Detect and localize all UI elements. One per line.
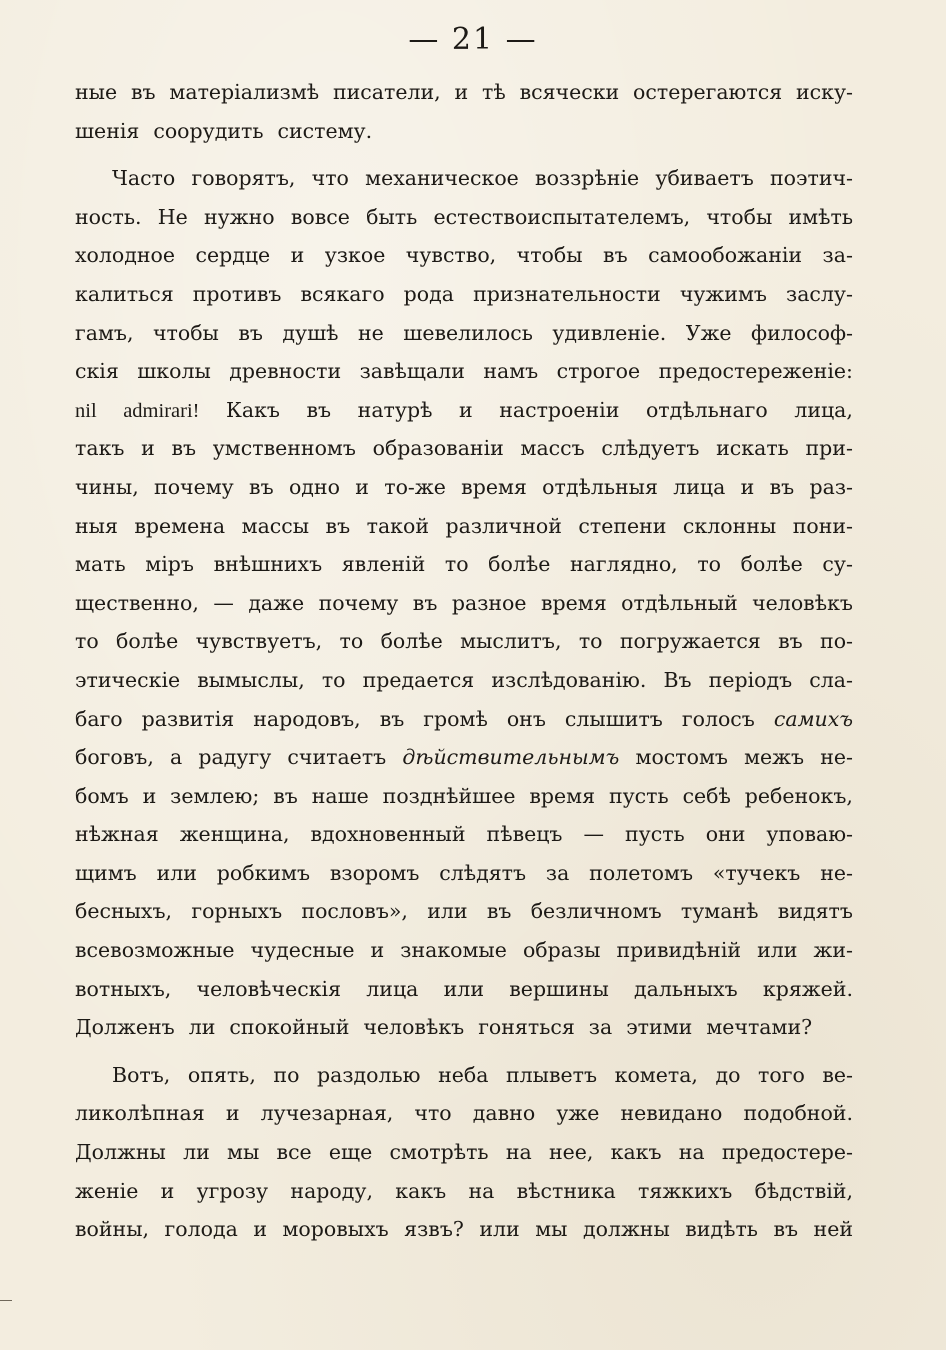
- word: явленій: [341, 552, 426, 577]
- word: на: [678, 1140, 705, 1165]
- word: и: [454, 80, 469, 104]
- word: время: [529, 783, 596, 808]
- word: древности: [229, 359, 342, 384]
- word: то: [339, 629, 364, 654]
- word: иску-: [796, 80, 853, 104]
- word: и: [225, 1101, 240, 1126]
- word: туманѣ: [680, 899, 759, 924]
- word: Не: [157, 204, 188, 229]
- word: образованіи: [372, 436, 504, 461]
- word: опять,: [187, 1062, 256, 1087]
- word: нужно: [204, 204, 275, 229]
- word: мы: [227, 1140, 260, 1165]
- text-line: [75, 545, 853, 584]
- word: за: [545, 860, 570, 885]
- word: чтобы: [516, 243, 583, 268]
- word: моровыхъ: [282, 1217, 389, 1242]
- word: народовъ,: [253, 706, 361, 731]
- text-line: [75, 198, 853, 237]
- word: чтобы: [706, 204, 773, 229]
- word: говорятъ,: [191, 166, 296, 191]
- word: и: [458, 397, 473, 422]
- word: еще: [328, 1140, 373, 1165]
- word: болѣе: [116, 629, 179, 654]
- word: за: [588, 1015, 613, 1040]
- text-line: [75, 1094, 853, 1133]
- word: или: [427, 899, 468, 924]
- word: по: [273, 1062, 300, 1087]
- word: болѣе: [380, 629, 443, 654]
- text-line: [75, 1172, 853, 1211]
- word: позднѣйшее: [382, 783, 516, 808]
- word: міръ: [145, 552, 194, 577]
- word: мостомъ: [635, 745, 728, 770]
- word: на: [468, 1178, 495, 1203]
- word: внѣшнихъ: [213, 552, 323, 577]
- word: слышитъ: [564, 706, 663, 731]
- word: раз-: [809, 474, 853, 499]
- word: по-: [820, 629, 853, 654]
- word: отдѣльнаго: [645, 397, 768, 422]
- word: видятъ: [777, 899, 853, 924]
- word: въ: [773, 1217, 799, 1242]
- word: горныхъ: [191, 899, 283, 924]
- text-line: [75, 622, 853, 661]
- word: угрозу: [196, 1178, 269, 1203]
- word: ликолѣпная: [75, 1101, 205, 1126]
- word: не-: [820, 860, 853, 885]
- text-line: [75, 584, 853, 623]
- word: пословъ»,: [301, 899, 408, 924]
- word: полетомъ: [589, 860, 694, 885]
- word: въ: [603, 243, 628, 268]
- word: пусть: [608, 783, 669, 808]
- word: поэтич-: [770, 166, 853, 191]
- word: язвъ?: [404, 1217, 464, 1242]
- word: Вотъ,: [112, 1062, 171, 1087]
- word: чужимъ: [679, 281, 767, 306]
- word: рода: [403, 281, 454, 306]
- word: воззрѣніе: [535, 166, 640, 191]
- word: степени: [578, 513, 667, 538]
- word: заслу-: [786, 281, 853, 306]
- word: то: [75, 629, 99, 654]
- word: этими: [626, 1015, 693, 1040]
- word: чувство,: [405, 243, 497, 268]
- text-line: [75, 468, 853, 507]
- text-line: [75, 507, 853, 546]
- word: остерегаются: [633, 80, 783, 104]
- word: философ-: [751, 320, 853, 345]
- word: или: [479, 1217, 520, 1242]
- word: строгое: [556, 359, 641, 384]
- word: то: [697, 552, 721, 577]
- word: массы: [241, 513, 310, 538]
- word: ве-: [822, 1062, 853, 1087]
- word: пони-: [792, 513, 853, 538]
- word: всевозможные: [75, 938, 235, 963]
- word: «тучекъ: [712, 860, 801, 885]
- word: —: [213, 590, 234, 615]
- word: Долженъ: [75, 1015, 175, 1040]
- word: систему.: [277, 118, 373, 143]
- word: ность.: [75, 204, 142, 229]
- word: въ: [238, 320, 263, 345]
- word: предостереженіе:: [658, 359, 853, 384]
- word: нѣжная: [75, 822, 159, 847]
- word: то: [321, 667, 346, 692]
- word: отдѣльныя: [542, 474, 658, 499]
- word: лица: [366, 976, 419, 1001]
- word: лучезарная,: [260, 1101, 394, 1126]
- word: въ: [412, 590, 438, 615]
- text-line: [75, 738, 853, 777]
- text-line: [75, 661, 853, 700]
- word: имѣть: [788, 204, 853, 229]
- word: одно: [288, 474, 340, 499]
- word: бѣдствій,: [754, 1178, 853, 1203]
- word: въ: [306, 397, 332, 422]
- text-line: [75, 892, 853, 931]
- word: слѣдятъ: [439, 860, 527, 885]
- word: чудесные: [250, 938, 355, 963]
- word: то-же: [384, 474, 446, 499]
- word: и: [141, 436, 155, 461]
- word: и: [355, 474, 369, 499]
- word: сердце: [195, 243, 271, 268]
- word: человѣческія: [196, 976, 342, 1001]
- word: Часто: [112, 166, 176, 191]
- word: въ: [769, 474, 795, 499]
- word: чины,: [75, 474, 139, 499]
- word: и: [370, 938, 385, 963]
- word: неба: [438, 1062, 489, 1087]
- word: ли: [188, 1015, 216, 1040]
- word: все: [276, 1140, 312, 1165]
- text-line: [75, 352, 853, 391]
- text-line: [75, 236, 853, 275]
- word: привидѣній: [616, 938, 742, 963]
- text-line: [75, 854, 853, 893]
- word: почему: [318, 590, 399, 615]
- word: въ: [249, 474, 274, 499]
- word: мать: [75, 552, 126, 577]
- text-line: [75, 429, 853, 468]
- text-line: [75, 159, 853, 198]
- text-line: [75, 275, 853, 314]
- word: время: [541, 590, 607, 615]
- word: лица,: [794, 397, 853, 422]
- word: должны: [582, 1217, 670, 1242]
- word: ли: [183, 1140, 210, 1165]
- word: вотныхъ,: [75, 976, 172, 1001]
- word: жи-: [813, 938, 853, 963]
- word: настроеніи: [499, 397, 620, 422]
- word: въ: [325, 513, 351, 538]
- word: кряжей.: [762, 976, 853, 1001]
- word: плыветъ: [506, 1062, 598, 1087]
- word: образы: [522, 938, 601, 963]
- word: уже: [556, 1101, 600, 1126]
- word: такой: [366, 513, 429, 538]
- word: смотрѣть: [389, 1140, 489, 1165]
- text-line: [75, 73, 853, 112]
- body-text: [75, 73, 853, 1249]
- word: дѣйствительнымъ: [402, 745, 620, 770]
- word: какъ: [610, 1140, 662, 1165]
- word: знакомые: [400, 938, 507, 963]
- word: боговъ,: [75, 745, 154, 770]
- text-line: [75, 1133, 853, 1172]
- word: скія: [75, 359, 119, 384]
- word: удивленіе.: [552, 320, 667, 345]
- word: наше: [311, 783, 369, 808]
- word: шенія: [75, 118, 140, 143]
- word: лица: [673, 474, 726, 499]
- word: въ: [171, 436, 197, 461]
- word: су-: [822, 552, 853, 577]
- word: женщина,: [179, 822, 290, 847]
- word: бесныхъ,: [75, 899, 173, 924]
- text-line: [75, 1056, 853, 1095]
- word: слѣдуетъ: [601, 436, 700, 461]
- word: уповаю-: [766, 822, 853, 847]
- word: себѣ: [682, 783, 731, 808]
- word: или: [156, 860, 197, 885]
- word: до: [715, 1062, 741, 1087]
- word: въ: [379, 706, 405, 731]
- word: душѣ: [282, 320, 339, 345]
- text-line: [75, 1008, 853, 1047]
- word: мыслитъ,: [460, 629, 562, 654]
- text-line: [75, 112, 853, 151]
- word: этическіе: [75, 667, 181, 692]
- word: въ: [130, 80, 156, 104]
- word: при-: [805, 436, 853, 461]
- word: или: [757, 938, 798, 963]
- word: человѣкъ: [752, 590, 853, 615]
- word: ней: [813, 1217, 853, 1242]
- word: дальныхъ: [634, 976, 738, 1001]
- word: нее,: [548, 1140, 594, 1165]
- text-line: [75, 391, 853, 430]
- word: погружается: [619, 629, 761, 654]
- word: вымыслы,: [197, 667, 305, 692]
- word: убиваетъ: [655, 166, 754, 191]
- word: вершины: [509, 976, 609, 1001]
- word: а: [170, 745, 183, 770]
- word: тѣ: [482, 80, 506, 104]
- word: или: [443, 976, 484, 1001]
- word: радугу: [198, 745, 272, 770]
- word: бомъ: [75, 783, 129, 808]
- word: матеріализмѣ: [169, 80, 320, 104]
- word: писатели,: [332, 80, 441, 104]
- text-line: [75, 931, 853, 970]
- word: школы: [137, 359, 211, 384]
- word: женіе: [75, 1178, 139, 1203]
- word: что: [311, 166, 349, 191]
- word: что: [414, 1101, 452, 1126]
- word: предостере-: [721, 1140, 853, 1165]
- word: отдѣльный: [621, 590, 738, 615]
- word: видѣть: [685, 1217, 758, 1242]
- word: они: [705, 822, 746, 847]
- word: admirari!: [123, 399, 200, 422]
- word: намъ: [483, 359, 539, 384]
- word: натурѣ: [357, 397, 433, 422]
- word: умственномъ: [212, 436, 356, 461]
- word: голода: [164, 1217, 238, 1242]
- word: наглядно,: [569, 552, 678, 577]
- word: землею;: [170, 783, 260, 808]
- word: невидано: [620, 1101, 723, 1126]
- word: то: [444, 552, 469, 577]
- word: раздолью: [316, 1062, 421, 1087]
- word: въ: [273, 783, 298, 808]
- word: различной: [445, 513, 562, 538]
- word: всячески: [519, 80, 620, 104]
- word: болѣе: [488, 552, 551, 577]
- word: на: [505, 1140, 532, 1165]
- word: соорудить: [153, 118, 264, 143]
- word: за-: [822, 243, 853, 268]
- word: народу,: [290, 1178, 373, 1203]
- page-number-header: — 21 —: [408, 22, 538, 57]
- text-line: [75, 777, 853, 816]
- word: мечтами?: [706, 1015, 813, 1040]
- word: и: [253, 1217, 267, 1242]
- word: въ: [486, 899, 512, 924]
- word: самообожаніи: [648, 243, 803, 268]
- word: и: [142, 783, 157, 808]
- word: щественно,: [75, 590, 199, 615]
- word: всякаго: [300, 281, 385, 306]
- word: чувствуетъ,: [195, 629, 323, 654]
- word: —: [583, 822, 604, 847]
- word: склонны: [682, 513, 777, 538]
- word: ребенокъ,: [744, 783, 853, 808]
- word: взоромъ: [329, 860, 420, 885]
- paragraph-gap: [75, 150, 853, 159]
- word: войны,: [75, 1217, 150, 1242]
- word: тяжкихъ: [638, 1178, 733, 1203]
- word: то: [578, 629, 603, 654]
- word: изслѣдованію.: [491, 667, 647, 692]
- word: естествоиспытателемъ,: [433, 204, 691, 229]
- word: чтобы: [152, 320, 219, 345]
- word: спокойный: [229, 1015, 350, 1040]
- word: сла-: [809, 667, 853, 692]
- word: самихъ: [773, 706, 853, 731]
- word: массъ: [520, 436, 585, 461]
- word: такъ: [75, 436, 125, 461]
- word: вѣстника: [516, 1178, 616, 1203]
- word: ные: [75, 80, 118, 104]
- word: гамъ,: [75, 320, 134, 345]
- word: ныя: [75, 513, 118, 538]
- word: Должны: [75, 1140, 166, 1165]
- text-line: [75, 314, 853, 353]
- word: пѣвецъ: [486, 822, 563, 847]
- word: робкимъ: [216, 860, 311, 885]
- word: разное: [451, 590, 527, 615]
- word: баго: [75, 706, 123, 731]
- word: человѣкъ: [363, 1015, 465, 1040]
- word: считаетъ: [287, 745, 387, 770]
- word: nil: [75, 399, 97, 422]
- word: калиться: [75, 281, 174, 306]
- word: Какъ: [226, 397, 280, 422]
- word: и: [290, 243, 305, 268]
- word: узкое: [324, 243, 386, 268]
- word: не-: [820, 745, 853, 770]
- word: періодъ: [708, 667, 793, 692]
- word: времена: [134, 513, 226, 538]
- word: пусть: [624, 822, 685, 847]
- word: механическое: [365, 166, 519, 191]
- word: комета,: [614, 1062, 698, 1087]
- word: даже: [248, 590, 305, 615]
- word: въ: [778, 629, 803, 654]
- word: признательности: [473, 281, 661, 306]
- word: давно: [472, 1101, 536, 1126]
- word: онъ: [506, 706, 546, 731]
- word: межъ: [744, 745, 805, 770]
- text-line: [75, 700, 853, 739]
- word: подобной.: [743, 1101, 853, 1126]
- word: того: [758, 1062, 805, 1087]
- paragraph-gap: [75, 1047, 853, 1056]
- word: какъ: [395, 1178, 447, 1203]
- word: холодное: [75, 243, 176, 268]
- word: вовсе: [290, 204, 350, 229]
- word: быть: [366, 204, 418, 229]
- word: противъ: [192, 281, 282, 306]
- word: почему: [154, 474, 234, 499]
- word: искать: [716, 436, 789, 461]
- text-line: [75, 1210, 853, 1249]
- text-line: [75, 815, 853, 854]
- word: шевелилось: [403, 320, 533, 345]
- word: Въ: [663, 667, 692, 692]
- word: развитія: [141, 706, 235, 731]
- word: мы: [535, 1217, 568, 1242]
- page-edge-mark: [0, 1300, 12, 1301]
- text-line: [75, 970, 853, 1009]
- word: громѣ: [423, 706, 488, 731]
- word: безличномъ: [530, 899, 662, 924]
- word: Уже: [685, 320, 732, 345]
- word: время: [461, 474, 527, 499]
- word: голосъ: [681, 706, 755, 731]
- word: и: [160, 1178, 175, 1203]
- word: щимъ: [75, 860, 137, 885]
- word: завѣщали: [359, 359, 465, 384]
- word: болѣе: [740, 552, 803, 577]
- word: не: [358, 320, 384, 345]
- word: и: [740, 474, 755, 499]
- word: вдохновенный: [310, 822, 466, 847]
- word: гоняться: [478, 1015, 575, 1040]
- word: предается: [362, 667, 475, 692]
